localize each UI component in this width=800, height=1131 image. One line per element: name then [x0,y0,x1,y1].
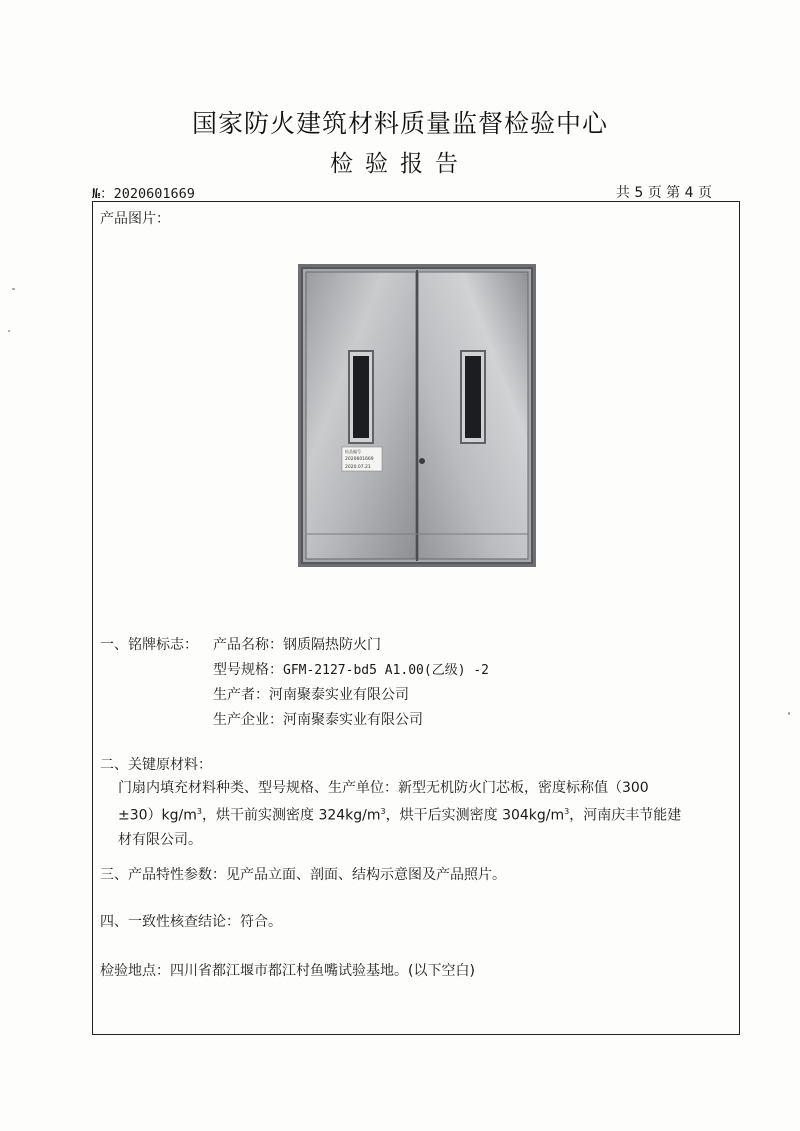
sticker-line-2: 2020601669 [345,457,374,462]
document-title: 检验报告 [330,151,470,177]
nameplate-heading: 一、铭牌标志： [100,637,198,653]
materials-line-1: 门扇内填充材料种类、型号规格、生产单位：新型无机防火门芯板，密度标称值（300 [118,780,649,796]
manufacturer-row [213,709,423,729]
model-spec-value: GFM-2127-bd5 A1.00(乙级) -2 [283,663,490,678]
producer-row [213,684,409,704]
characteristics-line: 三、产品特性参数：见产品立面、剖面、结构示意图及产品照片。 [100,867,506,883]
sticker-line-1: 检品编号 [345,449,361,454]
product-photo [298,264,536,567]
location-line: 检验地点：四川省都江堰市都江村鱼嘴试验基地。(以下空白) [100,963,475,979]
materials-heading: 二、关键原材料： [100,757,212,773]
scan-speck [8,330,10,332]
manufacturer-value: 河南聚泰实业有限公司 [283,712,423,728]
photo-label: 产品图片： [100,211,170,227]
product-name-value: 钢质隔热防火门 [283,637,381,653]
scan-speck [788,712,790,715]
product-name-row [213,634,381,654]
producer-value: 河南聚泰实业有限公司 [269,687,409,703]
model-spec-key: 型号规格： [213,662,283,678]
manufacturer-key: 生产企业： [213,712,283,728]
page-indicator: 共 5 页 第 4 页 [615,185,712,201]
materials-paragraph [118,776,738,852]
product-name-key: 产品名称： [213,637,283,653]
model-spec-row [213,659,489,679]
materials-line-3: 材有限公司。 [118,831,202,848]
materials-line-2: $\pm 30)kg/m^3$，烘干前实测密度 $324kg/m^3$，烘干后实测密度 $304kg/m^3$，河南庆丰节能建 [118,807,682,824]
conclusion-line: 四、一致性核查结论：符合。 [100,914,282,930]
organization-title: 国家防火建筑材料质量监督检验中心 [191,109,608,138]
sticker-line-3: 2020.07.21 [345,465,371,470]
report-number: №：2020601669 [92,186,195,202]
door-illustration [298,264,536,567]
scan-speck [12,288,15,290]
producer-key: 生产者： [213,687,269,703]
